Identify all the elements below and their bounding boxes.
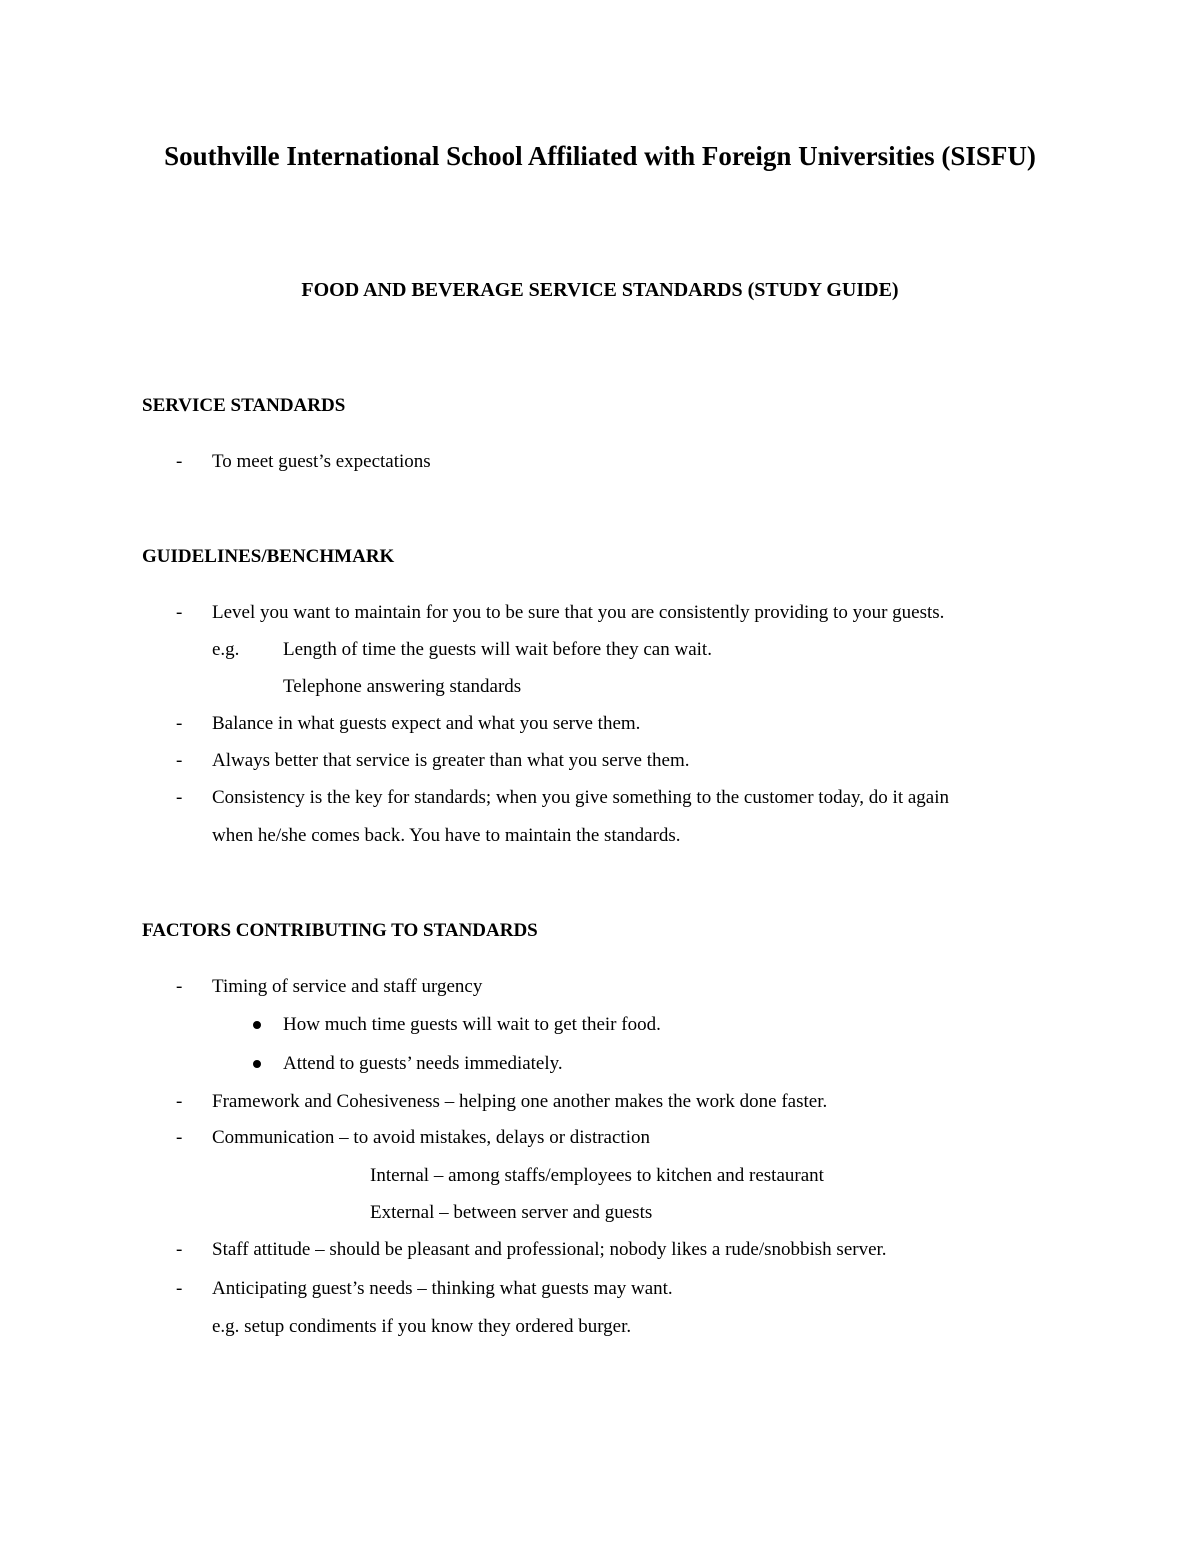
list-item: Anticipating guest’s needs – thinking what guests may want.: [212, 1278, 673, 1299]
section-heading-guidelines: GUIDELINES/BENCHMARK: [142, 546, 395, 567]
dash-bullet: -: [176, 976, 183, 997]
list-item: To meet guest’s expectations: [212, 451, 431, 472]
dash-bullet: -: [176, 713, 183, 734]
list-item-continuation: when he/she comes back. You have to maintain the standards.: [212, 825, 681, 846]
dash-bullet: -: [176, 750, 183, 771]
document-subtitle: FOOD AND BEVERAGE SERVICE STANDARDS (STUDY GUIDE): [301, 279, 899, 301]
example-line: Telephone answering standards: [283, 676, 522, 697]
section-heading-service-standards: SERVICE STANDARDS: [142, 395, 346, 416]
indented-line: External – between server and guests: [370, 1202, 653, 1223]
list-item: Consistency is the key for standards; when you give something to the customer today, do it again: [212, 787, 949, 808]
example-label: e.g.: [212, 639, 240, 660]
indented-line: Internal – among staffs/employees to kitchen and restaurant: [370, 1165, 824, 1186]
dash-bullet: -: [176, 1239, 183, 1260]
list-item: Level you want to maintain for you to be sure that you are consistently providing to your guests.: [212, 602, 945, 623]
dash-bullet: -: [176, 1278, 183, 1299]
dash-bullet: -: [176, 1091, 183, 1112]
dash-bullet: -: [176, 451, 183, 472]
bullet-dot-icon: [253, 1021, 261, 1029]
sub-list-item: How much time guests will wait to get their food.: [283, 1014, 661, 1035]
dash-bullet: -: [176, 1127, 183, 1148]
list-item: Always better that service is greater than what you serve them.: [212, 750, 690, 771]
list-item: Timing of service and staff urgency: [212, 976, 483, 997]
dash-bullet: -: [176, 787, 183, 808]
sub-list-item: Attend to guests’ needs immediately.: [283, 1053, 563, 1074]
bullet-dot-icon: [253, 1060, 261, 1068]
list-item: Framework and Cohesiveness – helping one another makes the work done faster.: [212, 1091, 828, 1112]
example-line: e.g. setup condiments if you know they ordered burger.: [212, 1316, 632, 1337]
list-item: Staff attitude – should be pleasant and professional; nobody likes a rude/snobbish server.: [212, 1239, 887, 1260]
dash-bullet: -: [176, 602, 183, 623]
section-heading-factors: FACTORS CONTRIBUTING TO STANDARDS: [142, 920, 538, 941]
example-line: Length of time the guests will wait before they can wait.: [283, 639, 712, 660]
document-title: Southville International School Affiliated with Foreign Universities (SISFU): [164, 141, 1036, 171]
list-item: Communication – to avoid mistakes, delays or distraction: [212, 1127, 650, 1148]
list-item: Balance in what guests expect and what you serve them.: [212, 713, 641, 734]
